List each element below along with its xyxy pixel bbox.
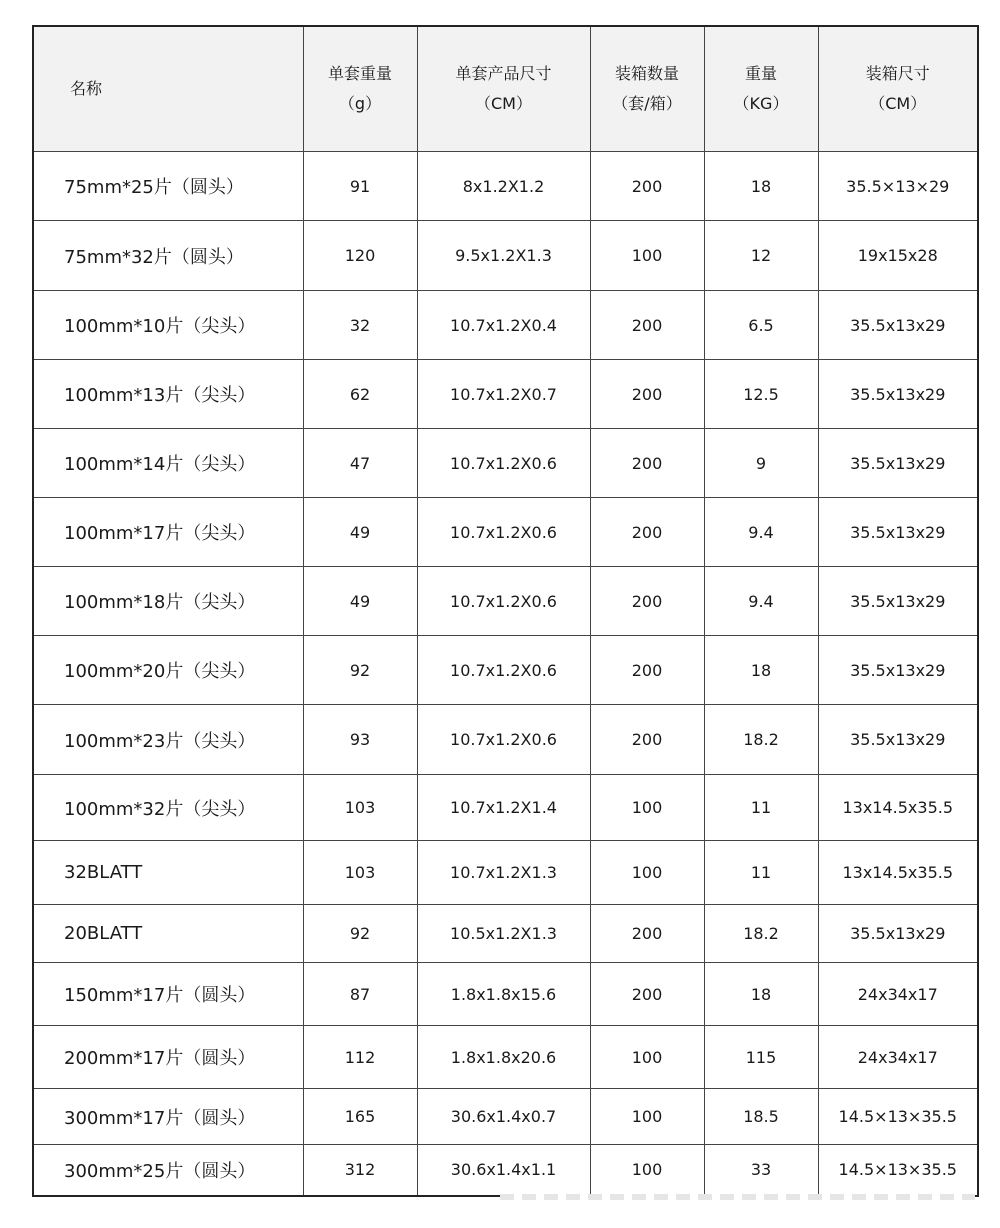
weight-cell: 18.5 (704, 1089, 818, 1145)
header-carton-qty-label: 装箱数量 (614, 64, 679, 83)
carton-size-cell: 24x34x17 (818, 1026, 978, 1089)
table-row (33, 429, 978, 498)
carton-qty-cell: 200 (590, 152, 704, 221)
header-carton-size-label: 装箱尺寸 (865, 64, 930, 83)
table-row (33, 360, 978, 429)
carton-size-cell: 35.5x13x29 (818, 360, 978, 429)
bottom-edge-artifact (500, 1194, 975, 1200)
name-cell: 300mm*25片（圆头） (33, 1145, 303, 1196)
product-size-cell: 1.8x1.8x15.6 (417, 963, 590, 1026)
carton-size-cell: 35.5x13x29 (818, 429, 978, 498)
weight-cell: 6.5 (704, 291, 818, 360)
product-size-cell: 1.8x1.8x20.6 (417, 1026, 590, 1089)
table-row (33, 841, 978, 905)
unit-weight-cell: 103 (303, 775, 417, 841)
table-body (33, 152, 978, 1196)
name-cell: 32BLATT (33, 841, 303, 905)
weight-cell: 11 (704, 841, 818, 905)
header-carton-size (818, 26, 978, 152)
table-row (33, 291, 978, 360)
carton-qty-cell: 100 (590, 1026, 704, 1089)
name-cell: 100mm*13片（尖头） (33, 360, 303, 429)
table-row (33, 636, 978, 705)
header-unit-weight-label: 单套重量 (327, 64, 392, 83)
carton-qty-cell: 200 (590, 963, 704, 1026)
table-row (33, 498, 978, 567)
unit-weight-cell: 49 (303, 498, 417, 567)
weight-cell: 18 (704, 963, 818, 1026)
name-cell: 100mm*17片（尖头） (33, 498, 303, 567)
unit-weight-cell: 165 (303, 1089, 417, 1145)
carton-size-cell: 35.5x13x29 (818, 705, 978, 775)
carton-size-cell: 13x14.5x35.5 (818, 841, 978, 905)
unit-weight-cell: 112 (303, 1026, 417, 1089)
carton-size-cell: 35.5x13x29 (818, 291, 978, 360)
spec-table (32, 25, 979, 1197)
unit-weight-cell: 120 (303, 221, 417, 291)
table-row (33, 775, 978, 841)
carton-qty-cell: 200 (590, 905, 704, 963)
carton-size-cell: 35.5x13x29 (818, 905, 978, 963)
name-cell: 100mm*20片（尖头） (33, 636, 303, 705)
weight-cell: 115 (704, 1026, 818, 1089)
header-product-size-label: 单套产品尺寸 (455, 64, 552, 83)
table-header (33, 26, 978, 152)
name-cell: 100mm*14片（尖头） (33, 429, 303, 498)
header-name-label: 名称 (70, 79, 103, 98)
table-row (33, 1089, 978, 1145)
carton-qty-cell: 200 (590, 429, 704, 498)
unit-weight-cell: 87 (303, 963, 417, 1026)
name-cell: 200mm*17片（圆头） (33, 1026, 303, 1089)
product-size-cell: 9.5x1.2X1.3 (417, 221, 590, 291)
header-product-size-unit: （CM） (475, 94, 532, 113)
product-size-cell: 10.7x1.2X0.6 (417, 705, 590, 775)
carton-qty-cell: 100 (590, 221, 704, 291)
name-cell: 100mm*32片（尖头） (33, 775, 303, 841)
carton-qty-cell: 100 (590, 775, 704, 841)
table-row (33, 963, 978, 1026)
carton-qty-cell: 200 (590, 636, 704, 705)
weight-cell: 18 (704, 636, 818, 705)
weight-cell: 12 (704, 221, 818, 291)
table-row (33, 705, 978, 775)
unit-weight-cell: 49 (303, 567, 417, 636)
unit-weight-cell: 91 (303, 152, 417, 221)
table-row (33, 221, 978, 291)
weight-cell: 18.2 (704, 905, 818, 963)
product-size-cell: 10.7x1.2X0.4 (417, 291, 590, 360)
carton-size-cell: 19x15x28 (818, 221, 978, 291)
table-row (33, 905, 978, 963)
header-row (33, 26, 978, 152)
carton-qty-cell: 200 (590, 498, 704, 567)
product-size-cell: 10.5x1.2X1.3 (417, 905, 590, 963)
name-cell: 100mm*18片（尖头） (33, 567, 303, 636)
product-size-cell: 10.7x1.2X1.3 (417, 841, 590, 905)
carton-size-cell: 13x14.5x35.5 (818, 775, 978, 841)
table-row (33, 1145, 978, 1196)
weight-cell: 18 (704, 152, 818, 221)
header-unit-weight (303, 26, 417, 152)
product-size-cell: 10.7x1.2X0.6 (417, 429, 590, 498)
header-weight (704, 26, 818, 152)
carton-size-cell: 14.5×13×35.5 (818, 1145, 978, 1196)
weight-cell: 9.4 (704, 567, 818, 636)
header-name (33, 26, 303, 152)
unit-weight-cell: 312 (303, 1145, 417, 1196)
table-row (33, 152, 978, 221)
name-cell: 75mm*32片（圆头） (33, 221, 303, 291)
header-carton-qty (590, 26, 704, 152)
product-size-cell: 8x1.2X1.2 (417, 152, 590, 221)
carton-size-cell: 24x34x17 (818, 963, 978, 1026)
product-size-cell: 10.7x1.2X0.6 (417, 498, 590, 567)
product-size-cell: 10.7x1.2X1.4 (417, 775, 590, 841)
product-size-cell: 30.6x1.4x1.1 (417, 1145, 590, 1196)
name-cell: 150mm*17片（圆头） (33, 963, 303, 1026)
name-cell: 20BLATT (33, 905, 303, 963)
weight-cell: 11 (704, 775, 818, 841)
carton-qty-cell: 200 (590, 567, 704, 636)
table-row (33, 1026, 978, 1089)
unit-weight-cell: 92 (303, 636, 417, 705)
product-size-cell: 10.7x1.2X0.6 (417, 636, 590, 705)
carton-size-cell: 14.5×13×35.5 (818, 1089, 978, 1145)
carton-qty-cell: 100 (590, 841, 704, 905)
name-cell: 300mm*17片（圆头） (33, 1089, 303, 1145)
product-size-cell: 30.6x1.4x0.7 (417, 1089, 590, 1145)
weight-cell: 9 (704, 429, 818, 498)
carton-qty-cell: 100 (590, 1145, 704, 1196)
name-cell: 75mm*25片（圆头） (33, 152, 303, 221)
carton-qty-cell: 200 (590, 360, 704, 429)
header-weight-label: 重量 (744, 64, 777, 83)
name-cell: 100mm*23片（尖头） (33, 705, 303, 775)
header-carton-size-unit: （CM） (869, 94, 927, 113)
carton-size-cell: 35.5x13x29 (818, 636, 978, 705)
carton-qty-cell: 200 (590, 705, 704, 775)
weight-cell: 18.2 (704, 705, 818, 775)
weight-cell: 12.5 (704, 360, 818, 429)
unit-weight-cell: 92 (303, 905, 417, 963)
unit-weight-cell: 93 (303, 705, 417, 775)
unit-weight-cell: 47 (303, 429, 417, 498)
header-product-size (417, 26, 590, 152)
header-weight-unit: （KG） (733, 94, 789, 113)
carton-size-cell: 35.5x13x29 (818, 567, 978, 636)
weight-cell: 33 (704, 1145, 818, 1196)
unit-weight-cell: 32 (303, 291, 417, 360)
name-cell: 100mm*10片（尖头） (33, 291, 303, 360)
product-size-cell: 10.7x1.2X0.7 (417, 360, 590, 429)
product-size-cell: 10.7x1.2X0.6 (417, 567, 590, 636)
carton-size-cell: 35.5x13x29 (818, 498, 978, 567)
carton-size-cell: 35.5×13×29 (818, 152, 978, 221)
unit-weight-cell: 62 (303, 360, 417, 429)
carton-qty-cell: 100 (590, 1089, 704, 1145)
unit-weight-cell: 103 (303, 841, 417, 905)
table-row (33, 567, 978, 636)
weight-cell: 9.4 (704, 498, 818, 567)
header-carton-qty-unit: （套/箱） (612, 94, 682, 113)
carton-qty-cell: 200 (590, 291, 704, 360)
header-unit-weight-unit: （g） (338, 94, 382, 113)
